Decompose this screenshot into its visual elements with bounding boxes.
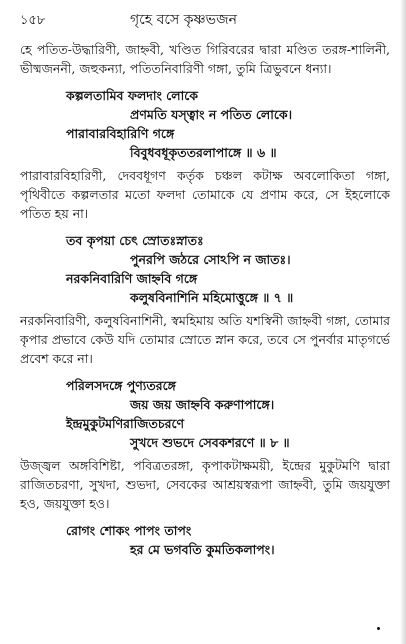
verse-block: [20, 231, 390, 307]
verse-block: [20, 376, 390, 452]
verse-line: রোগং শোকং পাপং তাপং: [66, 523, 192, 538]
verse-line: কল্পলতামিব ফলদাং লোকে: [66, 88, 198, 103]
verse-line: সুখদে শুভদে সেবকশরণে ॥ ৮ ॥: [130, 435, 290, 450]
running-title: গৃহে বসে কৃষ্ণভজন: [130, 12, 237, 28]
verse-line: প্রণমতি যস্ত্বাং ন পতিত লোকে।: [130, 107, 293, 122]
page-number: ১৫৮: [20, 13, 46, 28]
verse-line: পারাবারবিহারিণি গঙ্গে: [66, 126, 175, 141]
verse-block: [20, 521, 390, 559]
ink-dot: [377, 627, 380, 630]
prose-paragraph: নরকনিবারিণী, কলুষবিনাশিনী, স্বমহিমায় অতি যশস্বিনী জাহ্নবী গঙ্গা, তোমার কৃপার প্রভাবে কেউ যদি তোমার স্রোতে স্নান করে, তবে সে পুনর্বার মাতৃগর্ভে প্রবেশ করে না।: [20, 313, 390, 366]
verse-line: ইন্দ্রমুকুটমণিরাজিতচরণে: [66, 416, 185, 431]
verse-line: নরকনিবারিণি জাহ্নবি গঙ্গে: [66, 271, 198, 286]
prose-paragraph: পারাবারবিহারিণী, দেববধূগণ কর্তৃক চঞ্চল কটাক্ষ অবলোকিতা গঙ্গা, পৃথিবীতে কল্পলতার মতো ফলদা তোমাকে যে প্রণাম করে, সে ইহলোকে পতিত হয় না।: [20, 168, 390, 221]
verse-line: তব কৃপয়া চেৎ স্রোতঃস্নাতঃ: [66, 233, 204, 248]
page-header: [20, 8, 390, 30]
verse-line: হর মে ভগবতি কুমতিকলাপং।: [130, 542, 275, 557]
verse-line: জয় জয় জাহ্নবি করুণাপাঙ্গে।: [130, 397, 275, 412]
verse-line: কলুষবিনাশিনি মহিমোত্তুঙ্গে ॥ ৭ ॥: [130, 290, 294, 305]
prose-paragraph: হে পতিত-উদ্ধারিণী, জাহ্নবী, খণ্ডিত গিরিবরের দ্বারা মণ্ডিত তরঙ্গ-শালিনী, ভীষ্মজননী, জহুকন্যা, পতিতনিবারিণী গঙ্গা, তুমি ত্রিভুবনে ধন্যা।: [20, 42, 390, 76]
verse-line: পরিলসদঙ্গে পুণ্যতরঙ্গে: [66, 378, 176, 393]
page-edge-shadow: [400, 0, 406, 644]
verse-line: বিবুধবধূকৃততরলাপাঙ্গে ॥ ৬ ॥: [130, 145, 277, 160]
verse-block: [20, 86, 390, 162]
prose-paragraph: উজ্জ্বল অঙ্গবিশিষ্টা, পবিত্রতরঙ্গা, কৃপাকটাক্ষময়ী, ইন্দ্রের মুকুটমণি দ্বারা রাজিতচরণা, সুখদা, শুভদা, সেবকের আশ্রয়স্বরূপা জাহ্নবী, তুমি জয়যুক্তা হও, জয়যুক্তা হও।: [20, 458, 390, 511]
verse-line: পুনরপি জঠরে সোঽপি ন জাতঃ।: [130, 252, 291, 267]
